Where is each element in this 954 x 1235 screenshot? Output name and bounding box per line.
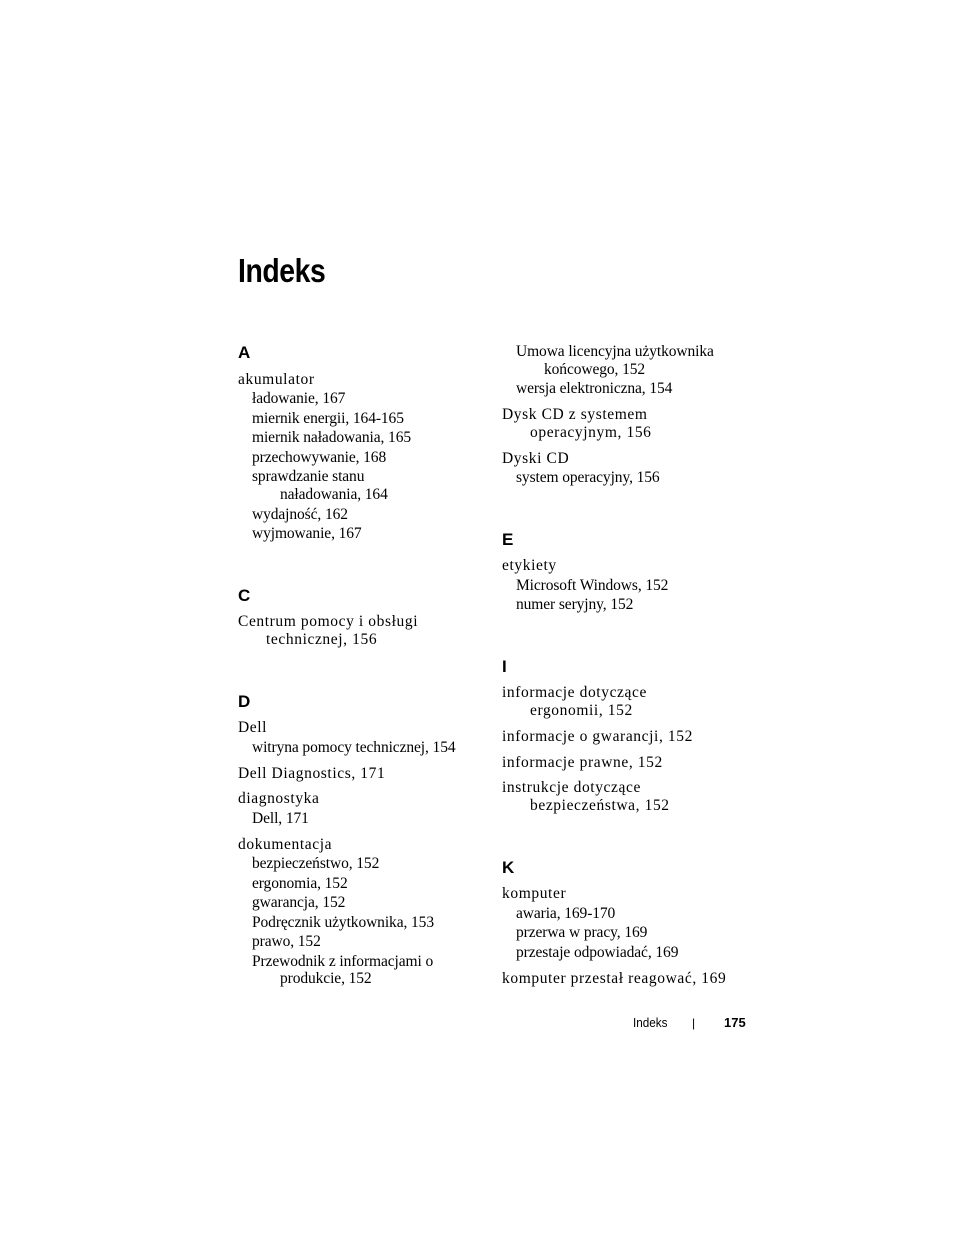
- index-entry: akumulator: [238, 371, 315, 388]
- index-entry: Dysk CD z systemem: [502, 406, 648, 423]
- index-subentry: prawo, 152: [252, 933, 321, 950]
- index-entry: instrukcje dotyczące: [502, 779, 641, 796]
- index-subentry: witryna pomocy technicznej, 154: [252, 739, 456, 756]
- index-subentry: przestaje odpowiadać, 169: [516, 944, 679, 961]
- index-subentry: ergonomia, 152: [252, 875, 348, 892]
- footer-separator: |: [692, 1016, 696, 1030]
- index-entry: etykiety: [502, 557, 557, 574]
- index-entry: informacje dotyczące: [502, 684, 647, 701]
- index-subentry: przerwa w pracy, 169: [516, 924, 648, 941]
- index-subentry: gwarancja, 152: [252, 894, 346, 911]
- index-subentry: Umowa licencyjna użytkownika: [516, 343, 714, 360]
- index-subentry: numer seryjny, 152: [516, 596, 634, 613]
- page-title: Indeks: [238, 252, 326, 289]
- index-subentry: wydajność, 162: [252, 506, 348, 523]
- index-entry: informacje o gwarancji, 152: [502, 728, 693, 745]
- index-entry: Dyski CD: [502, 450, 570, 467]
- index-subentry: Przewodnik z informacjami o: [252, 953, 434, 970]
- index-entry: komputer przestał reagować, 169: [502, 970, 727, 987]
- index-subentry-continuation: końcowego, 152: [544, 361, 646, 378]
- section-letter-a: A: [238, 343, 251, 362]
- index-subentry: miernik energii, 164-165: [252, 410, 404, 427]
- section-letter-i: I: [502, 657, 507, 676]
- index-entry-continuation: ergonomii, 152: [530, 702, 633, 719]
- index-entry: diagnostyka: [238, 790, 320, 807]
- index-subentry: miernik naładowania, 165: [252, 429, 412, 446]
- index-subentry: system operacyjny, 156: [516, 469, 660, 486]
- section-letter-k: K: [502, 858, 515, 877]
- index-entry: informacje prawne, 152: [502, 754, 663, 771]
- index-entry: komputer: [502, 885, 567, 902]
- index-entry-continuation: operacyjnym, 156: [530, 424, 652, 441]
- index-subentry: Podręcznik użytkownika, 153: [252, 914, 434, 931]
- index-entry: dokumentacja: [238, 836, 333, 853]
- index-entry: Centrum pomocy i obsługi: [238, 613, 419, 630]
- index-entry-continuation: technicznej, 156: [266, 631, 378, 648]
- index-subentry: awaria, 169-170: [516, 905, 616, 922]
- section-letter-c: C: [238, 586, 251, 605]
- index-subentry-continuation: produkcie, 152: [280, 970, 372, 987]
- index-entry-continuation: bezpieczeństwa, 152: [530, 797, 670, 814]
- index-subentry: wyjmowanie, 167: [252, 525, 362, 542]
- index-subentry-continuation: naładowania, 164: [280, 486, 388, 503]
- index-subentry: Dell, 171: [252, 810, 309, 827]
- section-letter-e: E: [502, 530, 514, 549]
- page-number: 175: [724, 1015, 746, 1030]
- index-subentry: ładowanie, 167: [252, 390, 346, 407]
- index-subentry: Microsoft Windows, 152: [516, 577, 669, 594]
- footer-section-label: Indeks: [633, 1015, 668, 1030]
- index-subentry: wersja elektroniczna, 154: [516, 380, 673, 397]
- index-subentry: przechowywanie, 168: [252, 449, 387, 466]
- index-subentry: bezpieczeństwo, 152: [252, 855, 380, 872]
- index-entry: Dell Diagnostics, 171: [238, 765, 386, 782]
- index-subentry: sprawdzanie stanu: [252, 468, 365, 485]
- section-letter-d: D: [238, 692, 251, 711]
- index-entry: Dell: [238, 719, 268, 736]
